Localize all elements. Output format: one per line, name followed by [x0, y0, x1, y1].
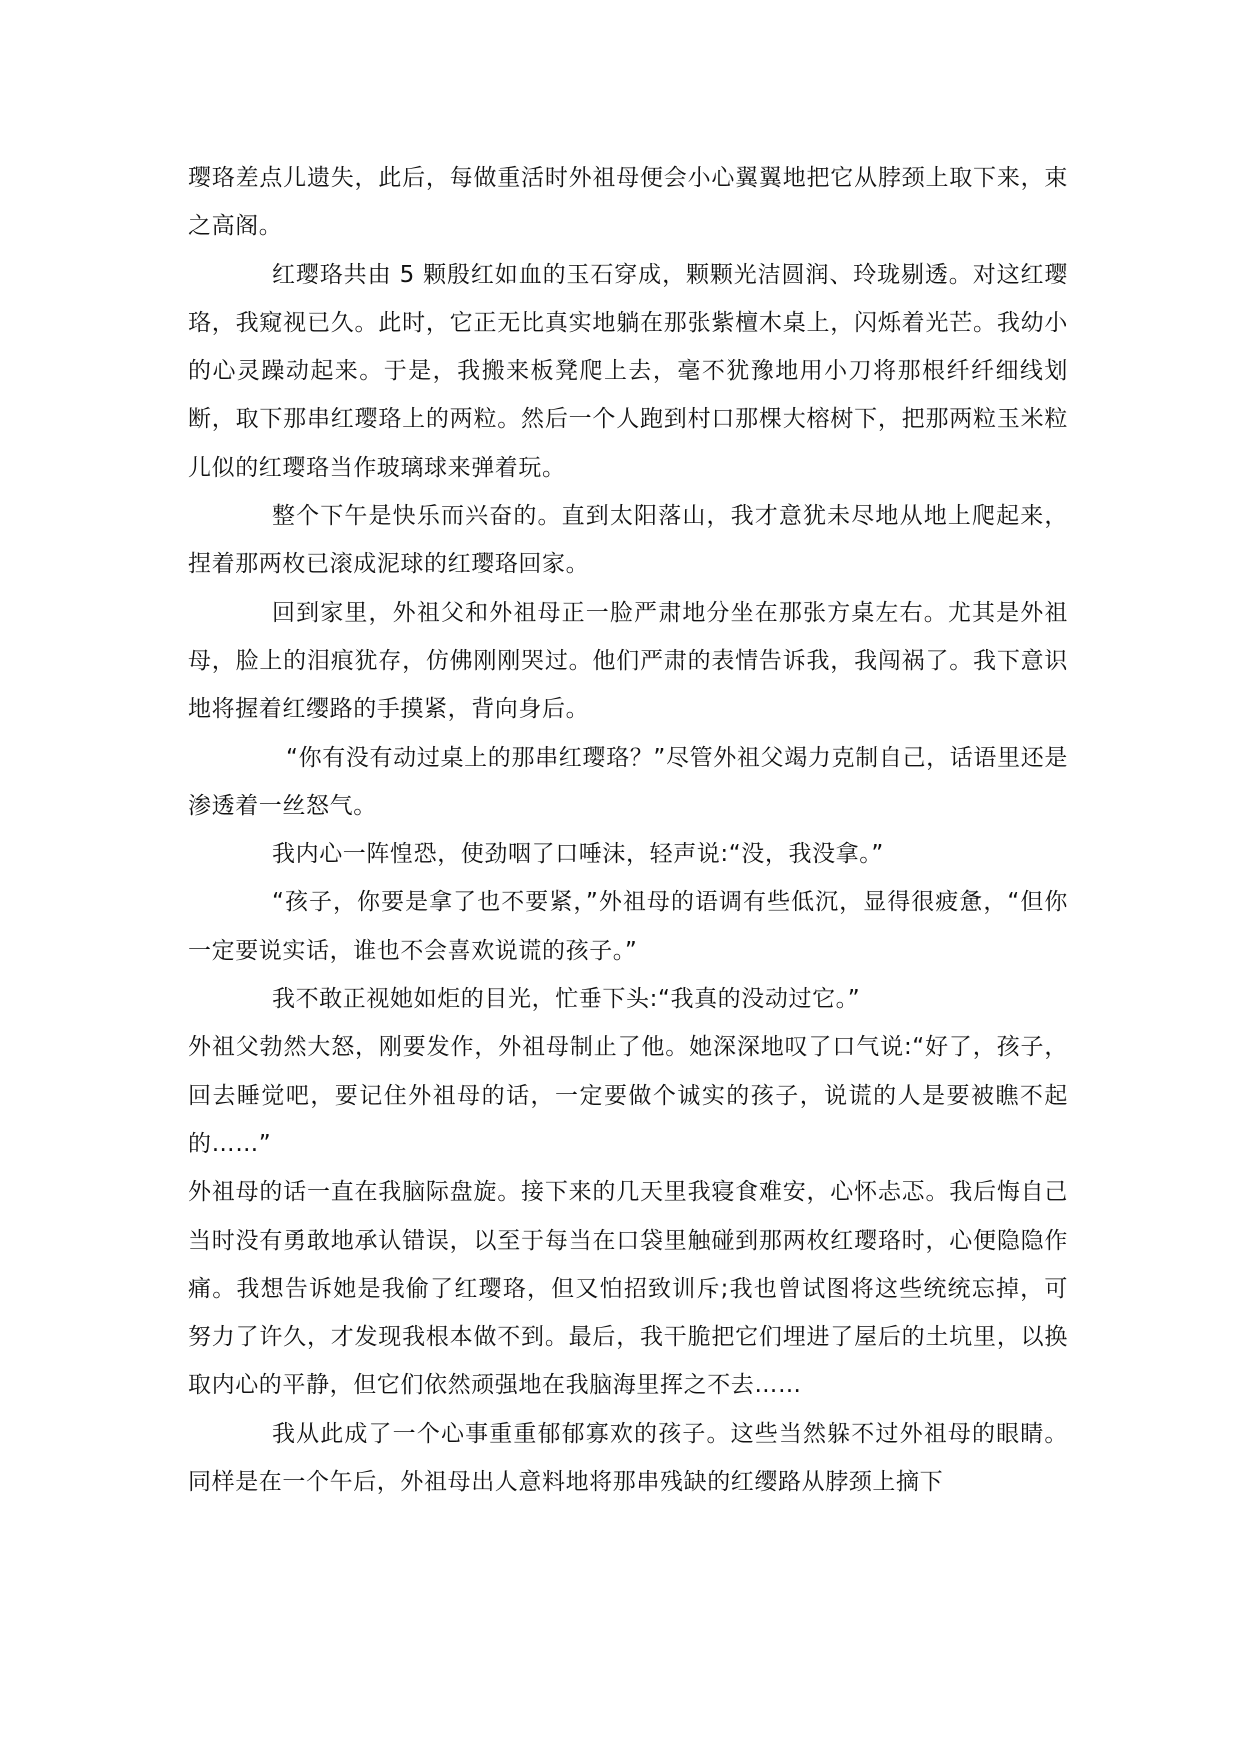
- body-text: [188, 154, 1068, 1506]
- paragraph-2: 红璎珞共由 5 颗殷红如血的玉石穿成，颗颗光洁圆润、玲珑剔透。对这红璎珞，我窥视已久。此时，它正无比真实地躺在那张紫檀木桌上，闪烁着光芒。我幼小的心灵躁动起来。于是，我搬来板凳爬上去，毫不犹豫地用小刀将那根纤纤细线划断，取下那串红璎珞上的两粒。然后一个人跑到村口那棵大榕树下，把那两粒玉米粒儿似的红璎珞当作玻璃球来弹着玩。: [188, 261, 1068, 481]
- paragraph-1: 璎珞差点儿遗失，此后，每做重活时外祖母便会小心翼翼地把它从脖颈上取下来，束之高阁。: [188, 165, 1068, 240]
- paragraph-11: 我从此成了一个心事重重郁郁寡欢的孩子。这些当然躲不过外祖母的眼睛。同样是在一个午后，外祖母出人意料地将那串残缺的红缨路从脖颈上摘下: [188, 1420, 1068, 1496]
- paragraph-8: 我不敢正视她如炬的目光，忙垂下头:“我真的没动过它。”: [272, 986, 861, 1013]
- paragraph-4: 回到家里，外祖父和外祖母正一脸严肃地分坐在那张方桌左右。尤其是外祖母，脸上的泪痕犹存，仿佛刚刚哭过。他们严肃的表情告诉我，我闯祸了。我下意识地将握着红缨路的手摸紧，背向身后。: [188, 599, 1068, 723]
- paragraph-9: 外祖父勃然大怒，刚要发作，外祖母制止了他。她深深地叹了口气说:“好了，孩子，回去睡觉吧，要记住外祖母的话，一定要做个诚实的孩子，说谎的人是要被瞧不起的……”: [188, 1034, 1068, 1157]
- paragraph-7: “孩子，你要是拿了也不要紧，”外祖母的语调有些低沉，显得很疲惫，“但你一定要说实话，谁也不会喜欢说谎的孩子。”: [188, 889, 1068, 964]
- paragraph-10: 外祖母的话一直在我脑际盘旋。接下来的几天里我寝食难安，心怀忐忑。我后悔自己当时没有勇敢地承认错误，以至于每当在口袋里触碰到那两枚红璎珞时，心便隐隐作痛。我想告诉她是我偷了红璎珞，但又怕招致训斥;我也曾试图将这些统统忘掉，可努力了许久，才发现我根本做不到。最后，我干脆把它们埋进了屋后的土坑里，以换取内心的平静，但它们依然顽强地在我脑海里挥之不去……: [188, 1179, 1068, 1399]
- paragraph-5: “你有没有动过桌上的那串红璎珞？”尽管外祖父竭力克制自己，话语里还是渗透着一丝怒气。: [188, 744, 1068, 819]
- paragraph-6: 我内心一阵惶恐，使劲咽了口唾沫，轻声说:“没，我没拿。”: [272, 841, 884, 868]
- paragraph-3: 整个下午是快乐而兴奋的。直到太阳落山，我才意犹未尽地从地上爬起来，捏着那两枚已滚成泥球的红璎珞回家。: [188, 503, 1068, 578]
